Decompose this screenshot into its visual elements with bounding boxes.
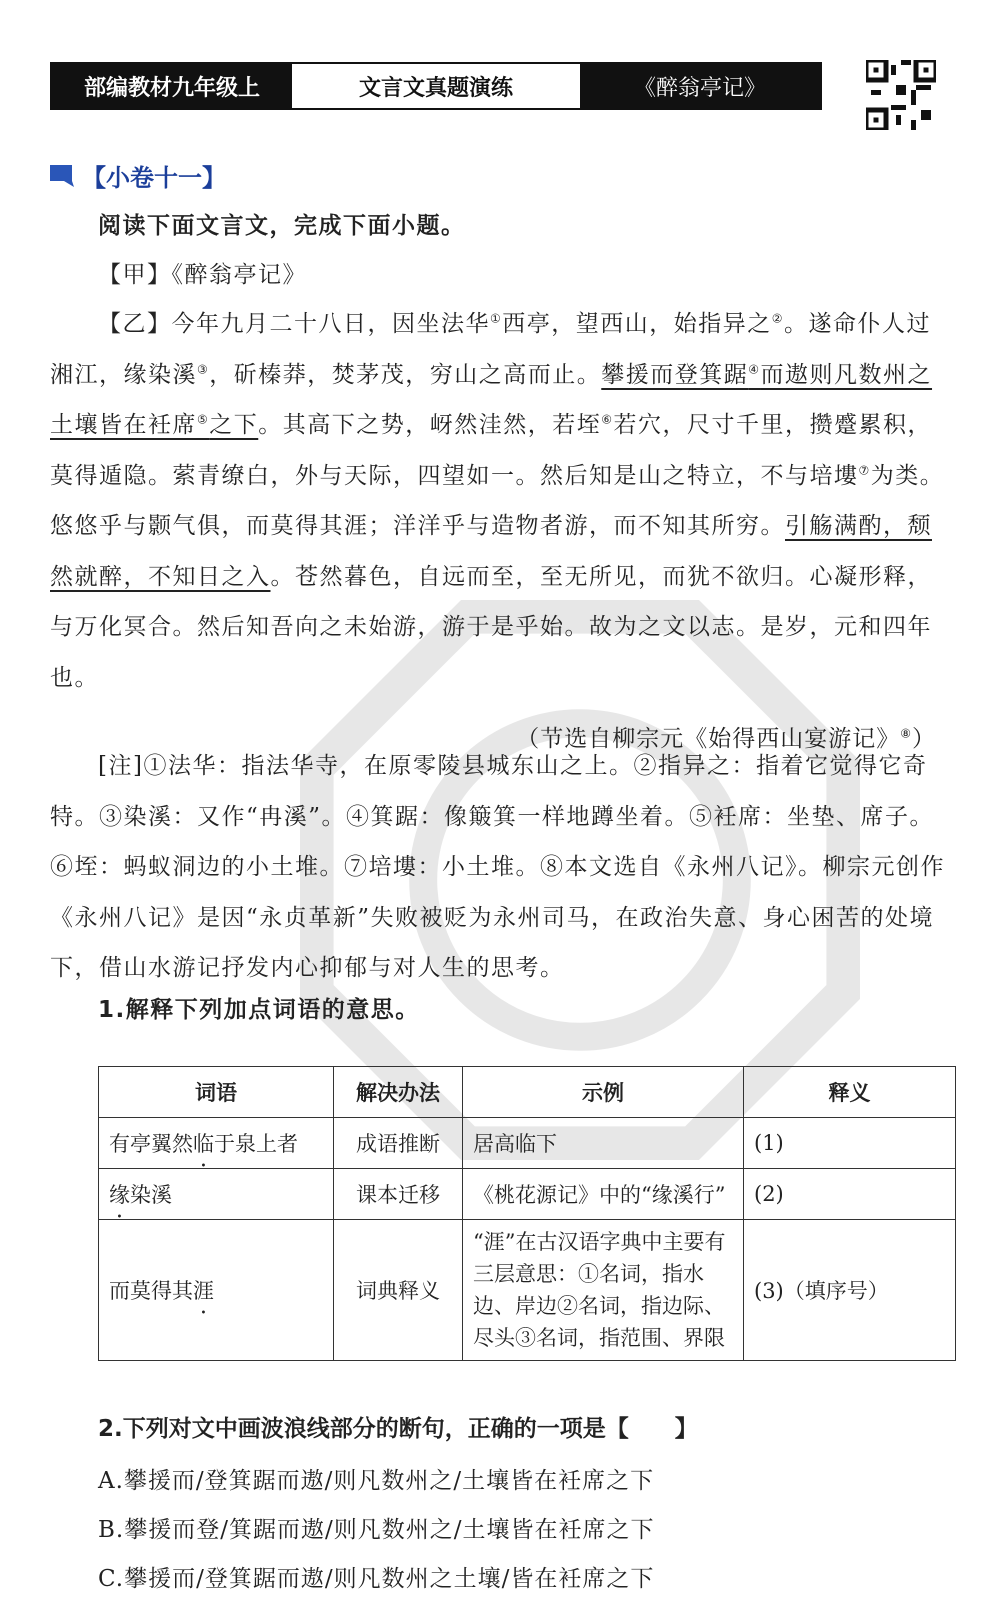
cell-answer: (1) <box>744 1118 956 1169</box>
instruction: 阅读下面文言文，完成下面小题。 <box>98 213 466 239</box>
table-header-row <box>99 1067 956 1118</box>
option-c[interactable]: C.攀援而/登箕踞而遨/则凡数州之土壤/皆在衽席之下 <box>98 1566 655 1592</box>
cell-answer: (3)（填序号） <box>744 1220 956 1361</box>
col-header-word: 词语 <box>99 1067 334 1118</box>
section-header <box>50 158 226 193</box>
table-row <box>99 1118 956 1169</box>
cell-example: 居高临下 <box>463 1118 744 1169</box>
source-citation: （节选自柳宗元《始得西山宴游记》⑧） <box>516 726 936 752</box>
question-2-title: 2.下列对文中画波浪线部分的断句，正确的一项是【 】 <box>98 1416 698 1442</box>
col-header-method: 解决办法 <box>334 1067 463 1118</box>
speech-bubble-icon <box>50 163 78 189</box>
cell-answer: (2) <box>744 1169 956 1220</box>
passage-yi: 【乙】今年九月二十八日，因坐法华①西亭，望西山，始指异之②。遂命仆人过湘江，缘染溪③，斫榛莽，焚茅茂，穷山之高而止。攀援而登箕踞④而遨则凡数州之土壤皆在衽席⑤之下。其高下之势，岈然洼然，若垤⑥若穴，尺寸千里，攒蹙累积，莫得遁隐。萦青缭白，外与天际，四望如一。然后知是山之特立，不与培塿⑦为类。悠悠乎与颢气俱，而莫得其涯；洋洋乎与造物者游，而不知其所穷。引觞满酌，颓然就醉，不知日之入。苍然暮色，自远而至，至无所见，而犹不欲归。心凝形释，与万化冥合。然后知吾向之未始游，游于是乎始。故为之文以志。是岁，元和四年也。 <box>50 311 945 691</box>
option-b[interactable]: B.攀援而登/箕踞而遨/则凡数州之/土壤皆在衽席之下 <box>98 1517 655 1543</box>
cell-word: 而莫得其涯 <box>99 1220 334 1361</box>
qr-code-icon <box>866 60 936 130</box>
header-bar <box>50 62 822 110</box>
col-header-example: 示例 <box>463 1067 744 1118</box>
option-a[interactable]: A.攀援而/登箕踞而遨/则凡数州之/土壤皆在衽席之下 <box>98 1468 655 1494</box>
passage-jia: 【甲】《醉翁亭记》 <box>98 262 307 288</box>
header-lesson: 《醉翁亭记》 <box>580 64 820 108</box>
col-header-meaning: 释义 <box>744 1067 956 1118</box>
annotations: [注]①法华：指法华寺，在原零陵县城东山之上。②指异之：指着它觉得它奇特。③染溪：又作“冉溪”。④箕踞：像簸箕一样地蹲坐着。⑤衽席：坐垫、席子。⑥垤：蚂蚁洞边的小土堆。⑦培塿：小土堆。⑧本文选自《永州八记》。柳宗元创作《永州八记》是因“永贞革新”失败被贬为永州司马，在政治失意、身心困苦的处境下，借山水游记抒发内心抑郁与对人生的思考。 <box>50 753 945 981</box>
cell-word: 缘染溪 <box>99 1169 334 1220</box>
vocab-table <box>98 1066 956 1361</box>
cell-word: 有亭翼然临于泉上者 <box>99 1118 334 1169</box>
cell-method: 词典释义 <box>334 1220 463 1361</box>
question-1-title: 1.解释下列加点词语的意思。 <box>98 997 420 1023</box>
header-grade: 部编教材九年级上 <box>52 64 292 108</box>
cell-method: 课本迁移 <box>334 1169 463 1220</box>
underlined-phrase: 引觞满酌，颓然就醉，不知日之入 <box>50 513 932 590</box>
table-row <box>99 1169 956 1220</box>
cell-example: “涯”在古汉语字典中主要有三层意思：①名词，指水边、岸边②名词，指边际、尽头③名词，指范围、界限 <box>463 1220 744 1361</box>
cell-method: 成语推断 <box>334 1118 463 1169</box>
header-topic: 文言文真题演练 <box>292 64 580 108</box>
table-row <box>99 1220 956 1361</box>
section-title: 【小卷十一】 <box>82 164 226 192</box>
cell-example: 《桃花源记》中的“缘溪行” <box>463 1169 744 1220</box>
